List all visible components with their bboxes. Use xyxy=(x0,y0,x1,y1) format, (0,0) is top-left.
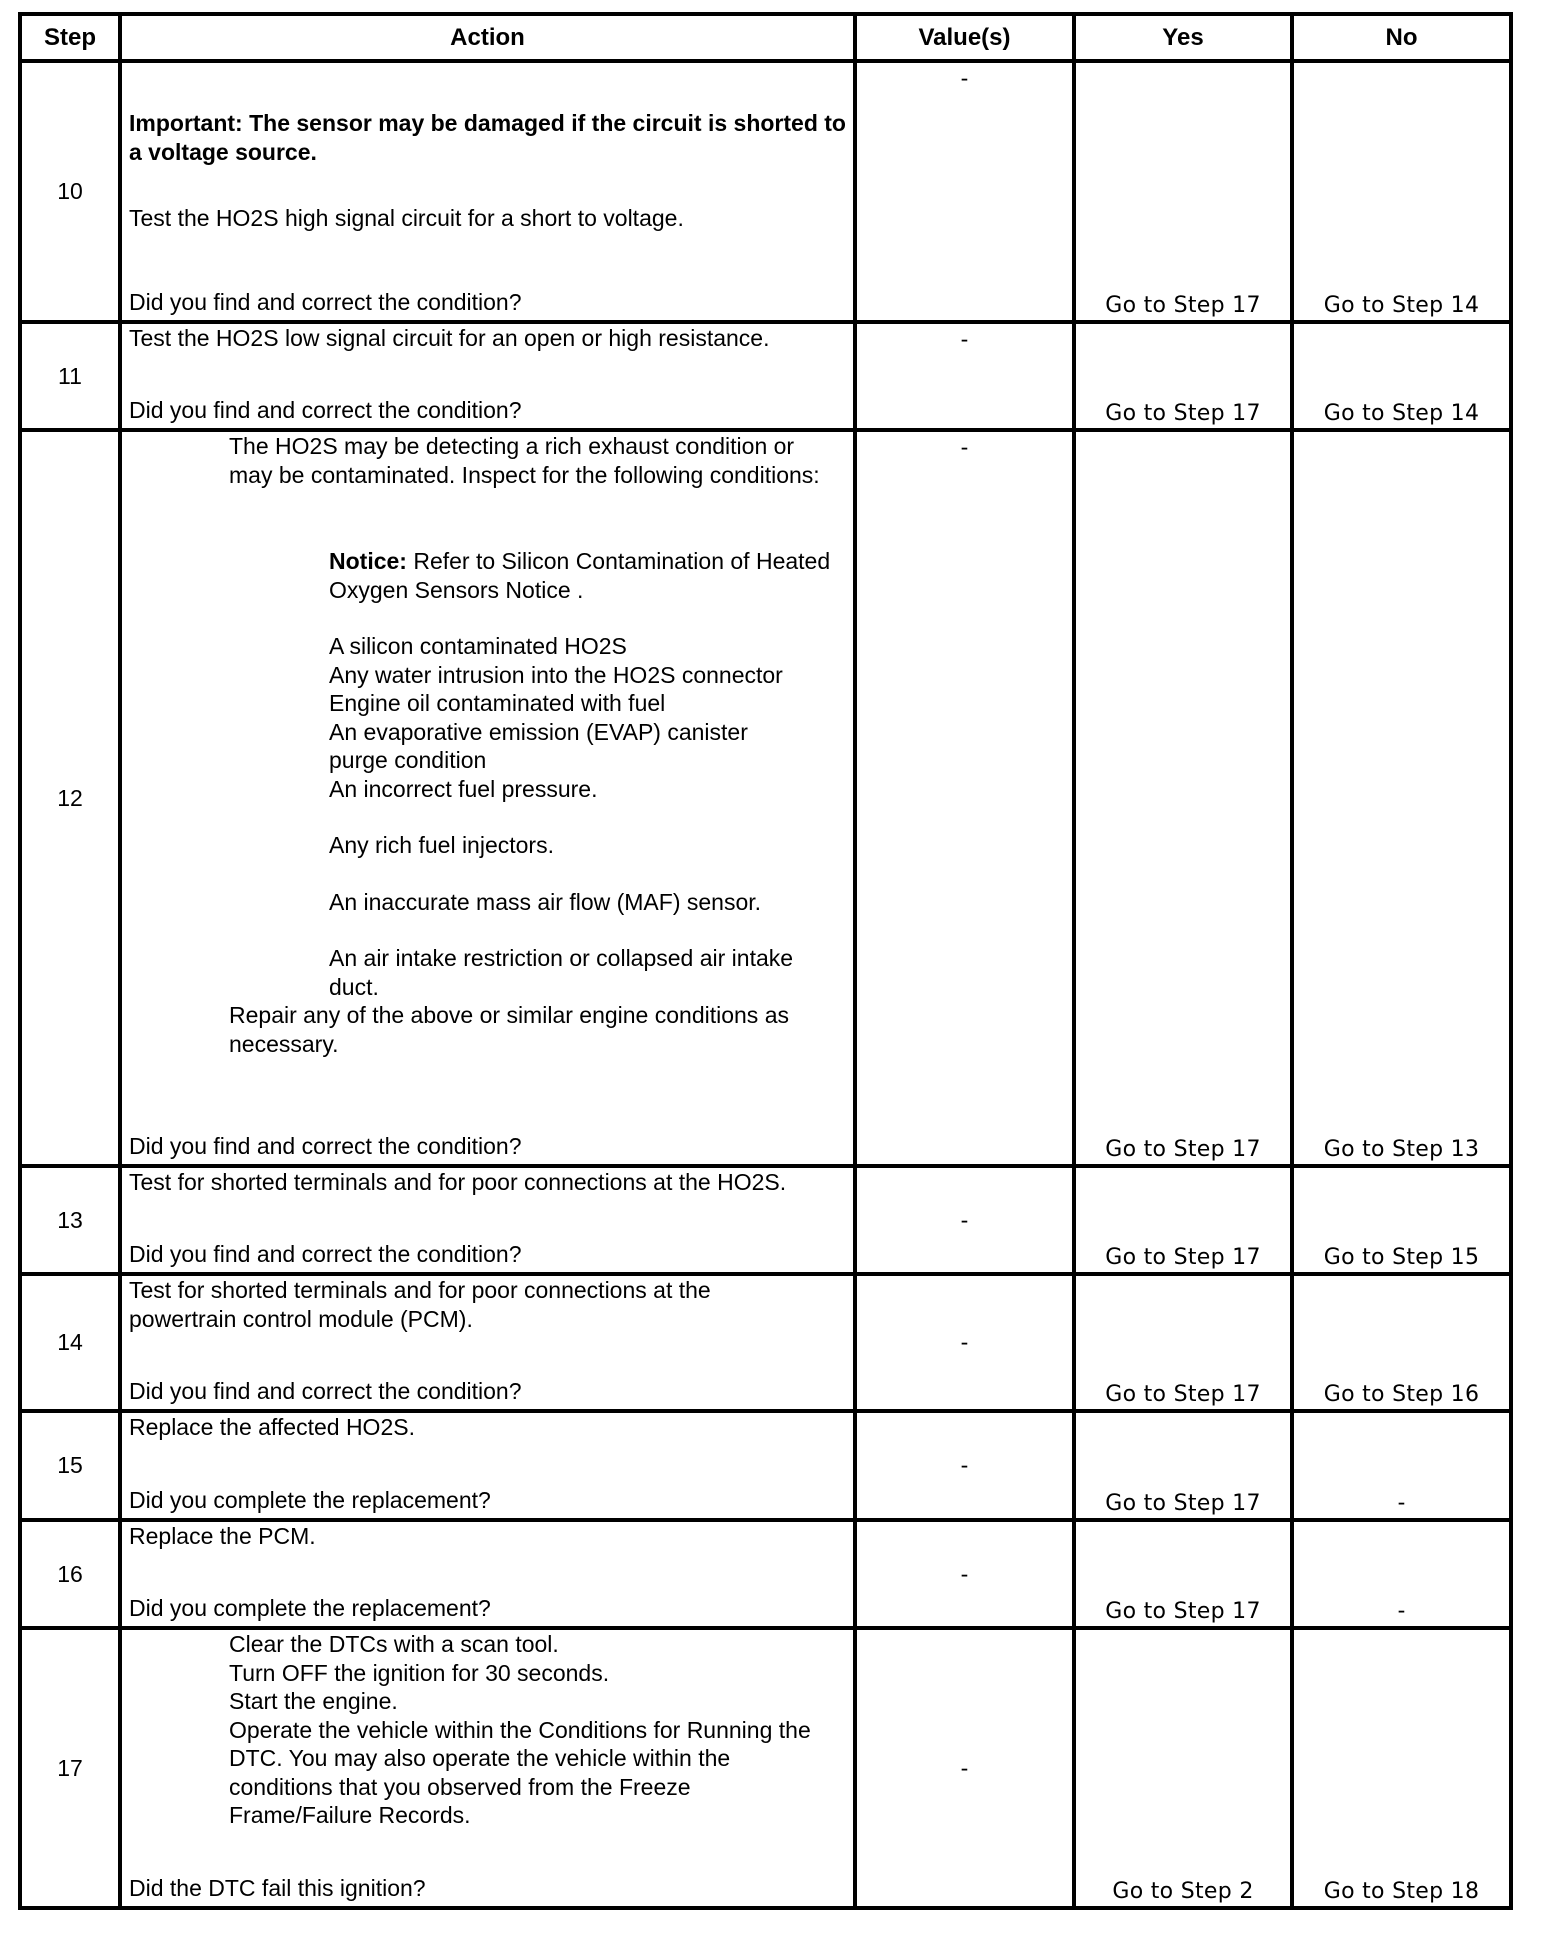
diagnostic-table xyxy=(18,12,1513,1910)
yes-link[interactable]: Go to Step 17 xyxy=(1074,430,1292,1166)
action-line: Test for shorted terminals and for poor connections at the HO2S. xyxy=(129,1169,787,1195)
no-link[interactable]: Go to Step 14 xyxy=(1292,61,1511,322)
step-number: 17 xyxy=(20,1628,120,1908)
yes-link[interactable]: Go to Step 2 xyxy=(1074,1628,1292,1908)
step-number: 15 xyxy=(20,1411,120,1520)
action-cell xyxy=(120,1628,855,1908)
condition-item: Any rich fuel injectors. xyxy=(329,832,554,858)
table-row xyxy=(20,322,1511,430)
step-number: 12 xyxy=(20,430,120,1166)
action-line: Replace the affected HO2S. xyxy=(129,1414,415,1440)
table-row xyxy=(20,61,1511,322)
action-line: Test for shorted terminals and for poor connections at the powertrain control module (PCM). xyxy=(129,1277,711,1332)
procedure-item: Clear the DTCs with a scan tool. xyxy=(229,1631,559,1657)
question: Did you find and correct the condition? xyxy=(129,1240,522,1267)
table-row xyxy=(20,430,1511,1166)
step-number: 16 xyxy=(20,1520,120,1628)
important-note xyxy=(129,109,847,166)
notice-label: Notice: xyxy=(329,548,407,574)
action-line: Test the HO2S high signal circuit for a short to voltage. xyxy=(129,205,684,231)
table-row xyxy=(20,1166,1511,1274)
step-number: 10 xyxy=(20,61,120,322)
intro-text: The HO2S may be detecting a rich exhaust condition or may be contaminated. Inspect for the following conditions: xyxy=(229,433,820,488)
important-label: Important: xyxy=(129,110,243,136)
value-cell: - xyxy=(855,1520,1074,1628)
question: Did you find and correct the condition? xyxy=(129,1377,522,1404)
action-line: Replace the PCM. xyxy=(129,1523,316,1549)
condition-item: An inaccurate mass air flow (MAF) sensor. xyxy=(329,888,762,915)
value-cell: - xyxy=(855,61,1074,322)
question: Did the DTC fail this ignition? xyxy=(129,1874,426,1901)
yes-link[interactable]: Go to Step 17 xyxy=(1074,61,1292,322)
value-cell: - xyxy=(855,1166,1074,1274)
action-line: Test the HO2S low signal circuit for an open or high resistance. xyxy=(129,325,770,351)
action-cell xyxy=(120,1520,855,1628)
notice xyxy=(129,547,847,604)
procedure-item: Operate the vehicle within the Conditions for Running the DTC. You may also operate the vehicle within the conditions that you observed from the Freeze Frame/Failure Records. xyxy=(229,1716,811,1828)
condition-item: An air intake restriction or collapsed air intake duct. xyxy=(329,945,794,1000)
no-value: - xyxy=(1292,1411,1511,1520)
action-cell xyxy=(120,1166,855,1274)
value-cell: - xyxy=(855,322,1074,430)
condition-item: A silicon contaminated HO2S xyxy=(329,633,627,659)
header-action: Action xyxy=(120,14,855,61)
question: Did you find and correct the condition? xyxy=(129,1132,522,1159)
yes-link[interactable]: Go to Step 17 xyxy=(1074,1520,1292,1628)
yes-link[interactable]: Go to Step 17 xyxy=(1074,322,1292,430)
action-cell xyxy=(120,322,855,430)
yes-link[interactable]: Go to Step 17 xyxy=(1074,1274,1292,1411)
header-row xyxy=(20,14,1511,61)
step-number: 11 xyxy=(20,322,120,430)
value-cell: - xyxy=(855,1411,1074,1520)
condition-item: Engine oil contaminated with fuel xyxy=(329,690,666,716)
step-number: 14 xyxy=(20,1274,120,1411)
repair-text: Repair any of the above or similar engine conditions as necessary. xyxy=(229,1002,789,1057)
conditions-list xyxy=(129,632,847,1001)
table-row xyxy=(20,1628,1511,1908)
action-cell xyxy=(120,61,855,322)
condition-item: An evaporative emission (EVAP) canister purge condition xyxy=(329,718,748,773)
table-row xyxy=(20,1520,1511,1628)
no-link[interactable]: Go to Step 15 xyxy=(1292,1166,1511,1274)
table-row xyxy=(20,1274,1511,1411)
action-cell xyxy=(120,430,855,1166)
question: Did you complete the replacement? xyxy=(129,1486,491,1513)
yes-link[interactable]: Go to Step 17 xyxy=(1074,1411,1292,1520)
header-yes: Yes xyxy=(1074,14,1292,61)
value-cell: - xyxy=(855,430,1074,1166)
no-value: - xyxy=(1292,1520,1511,1628)
table-row xyxy=(20,1411,1511,1520)
yes-link[interactable]: Go to Step 17 xyxy=(1074,1166,1292,1274)
no-link[interactable]: Go to Step 16 xyxy=(1292,1274,1511,1411)
notice-text: Refer to Silicon Contamination of Heated Oxygen Sensors Notice . xyxy=(329,548,831,603)
step-number: 13 xyxy=(20,1166,120,1274)
condition-item: An incorrect fuel pressure. xyxy=(329,775,598,802)
question: Did you find and correct the condition? xyxy=(129,288,522,315)
no-link[interactable]: Go to Step 14 xyxy=(1292,322,1511,430)
header-step: Step xyxy=(20,14,120,61)
no-link[interactable]: Go to Step 13 xyxy=(1292,430,1511,1166)
value-cell: - xyxy=(855,1274,1074,1411)
procedure-item: Turn OFF the ignition for 30 seconds. xyxy=(229,1659,610,1686)
procedure-list xyxy=(129,1630,847,1830)
condition-item: Any water intrusion into the HO2S connector xyxy=(329,661,783,688)
question: Did you find and correct the condition? xyxy=(129,396,522,423)
procedure-item: Start the engine. xyxy=(229,1688,398,1714)
header-no: No xyxy=(1292,14,1511,61)
question: Did you complete the replacement? xyxy=(129,1594,491,1621)
important-text: The sensor may be damaged if the circuit is shorted to a voltage source. xyxy=(129,110,846,165)
header-values: Value(s) xyxy=(855,14,1074,61)
action-cell xyxy=(120,1274,855,1411)
action-cell xyxy=(120,1411,855,1520)
no-link[interactable]: Go to Step 18 xyxy=(1292,1628,1511,1908)
value-cell: - xyxy=(855,1628,1074,1908)
